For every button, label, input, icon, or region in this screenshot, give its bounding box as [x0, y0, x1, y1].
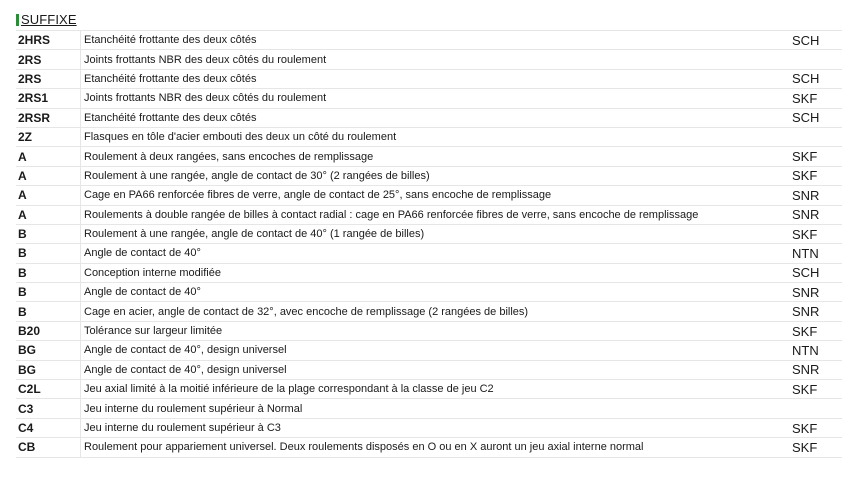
suffix-description: Cage en acier, angle de contact de 32°, avec encoche de remplissage (2 rangées de billes) [81, 302, 789, 321]
suffix-code: B [16, 302, 81, 321]
suffix-description: Roulement à une rangée, angle de contact de 30° (2 rangées de billes) [81, 166, 789, 185]
table-row [16, 89, 842, 108]
suffix-code: B [16, 283, 81, 302]
suffix-description: Conception interne modifiée [81, 263, 789, 282]
manufacturer-code: SNR [788, 283, 842, 302]
suffix-description: Cage en PA66 renforcée fibres de verre, angle de contact de 25°, sans encoche de remplissage [81, 186, 789, 205]
suffix-code: 2RS [16, 69, 81, 88]
suffix-code: A [16, 205, 81, 224]
suffix-description: Roulements à double rangée de billes à contact radial : cage en PA66 renforcée fibres de verre, sans encoche de remplissage [81, 205, 789, 224]
manufacturer-code: SKF [788, 166, 842, 185]
suffix-description: Roulement à deux rangées, sans encoches de remplissage [81, 147, 789, 166]
manufacturer-code: SNR [788, 302, 842, 321]
manufacturer-code [788, 50, 842, 69]
table-row [16, 69, 842, 88]
suffix-description: Angle de contact de 40°, design universel [81, 341, 789, 360]
table-row [16, 31, 842, 50]
suffix-code: A [16, 147, 81, 166]
suffix-description: Joints frottants NBR des deux côtés du roulement [81, 89, 789, 108]
manufacturer-code: SKF [788, 224, 842, 243]
suffix-code: 2RSR [16, 108, 81, 127]
manufacturer-code: NTN [788, 244, 842, 263]
suffix-description: Roulement à une rangée, angle de contact de 40° (1 rangée de billes) [81, 224, 789, 243]
manufacturer-code: SKF [788, 418, 842, 437]
manufacturer-code: SKF [788, 147, 842, 166]
manufacturer-code: SKF [788, 438, 842, 457]
suffix-code: C4 [16, 418, 81, 437]
suffix-description: Etanchéité frottante des deux côtés [81, 31, 789, 50]
suffix-description: Roulement pour appariement universel. Deux roulements disposés en O ou en X auront un jeu axial interne normal [81, 438, 789, 457]
suffix-code: 2Z [16, 127, 81, 146]
manufacturer-code: SCH [788, 263, 842, 282]
table-row [16, 50, 842, 69]
suffix-description: Jeu interne du roulement supérieur à C3 [81, 418, 789, 437]
table-row [16, 205, 842, 224]
suffix-code: B [16, 244, 81, 263]
table-row [16, 186, 842, 205]
suffix-code: BG [16, 360, 81, 379]
table-row [16, 127, 842, 146]
section-title: SUFFIXE [21, 11, 77, 27]
suffix-code: 2HRS [16, 31, 81, 50]
suffix-code: 2RS1 [16, 89, 81, 108]
suffix-description: Jeu axial limité à la moitié inférieure de la plage correspondant à la classe de jeu C2 [81, 380, 789, 399]
suffix-description: Tolérance sur largeur limitée [81, 321, 789, 340]
table-row [16, 341, 842, 360]
manufacturer-code: SKF [788, 321, 842, 340]
manufacturer-code [788, 399, 842, 418]
suffix-description: Angle de contact de 40° [81, 283, 789, 302]
manufacturer-code: SCH [788, 69, 842, 88]
suffix-code: C2L [16, 380, 81, 399]
table-row [16, 263, 842, 282]
table-row [16, 380, 842, 399]
manufacturer-code: SNR [788, 186, 842, 205]
manufacturer-code: SCH [788, 31, 842, 50]
table-row [16, 224, 842, 243]
suffix-code: CB [16, 438, 81, 457]
suffix-description: Angle de contact de 40° [81, 244, 789, 263]
suffix-table-body [16, 31, 842, 457]
suffix-description: Etanchéité frottante des deux côtés [81, 108, 789, 127]
suffix-code: A [16, 166, 81, 185]
suffix-code: 2RS [16, 50, 81, 69]
table-row [16, 302, 842, 321]
table-row [16, 321, 842, 340]
suffix-code: B [16, 224, 81, 243]
suffix-code: B [16, 263, 81, 282]
suffix-description: Etanchéité frottante des deux côtés [81, 69, 789, 88]
table-row [16, 360, 842, 379]
section-header [16, 8, 842, 31]
suffix-code: B20 [16, 321, 81, 340]
table-row [16, 438, 842, 457]
manufacturer-code: SNR [788, 205, 842, 224]
table-row [16, 283, 842, 302]
manufacturer-code [788, 127, 842, 146]
manufacturer-code: SCH [788, 108, 842, 127]
suffix-description: Angle de contact de 40°, design universel [81, 360, 789, 379]
table-row [16, 147, 842, 166]
suffix-table [16, 31, 842, 458]
suffix-description: Flasques en tôle d'acier embouti des deux un côté du roulement [81, 127, 789, 146]
table-row [16, 166, 842, 185]
table-row [16, 244, 842, 263]
suffix-code: C3 [16, 399, 81, 418]
manufacturer-code: SKF [788, 380, 842, 399]
suffix-sheet [16, 8, 842, 458]
suffix-code: A [16, 186, 81, 205]
suffix-description: Joints frottants NBR des deux côtés du roulement [81, 50, 789, 69]
table-row [16, 108, 842, 127]
section-marker-icon [16, 14, 19, 26]
manufacturer-code: SKF [788, 89, 842, 108]
table-row [16, 399, 842, 418]
manufacturer-code: NTN [788, 341, 842, 360]
manufacturer-code: SNR [788, 360, 842, 379]
suffix-description: Jeu interne du roulement supérieur à Normal [81, 399, 789, 418]
table-row [16, 418, 842, 437]
suffix-code: BG [16, 341, 81, 360]
